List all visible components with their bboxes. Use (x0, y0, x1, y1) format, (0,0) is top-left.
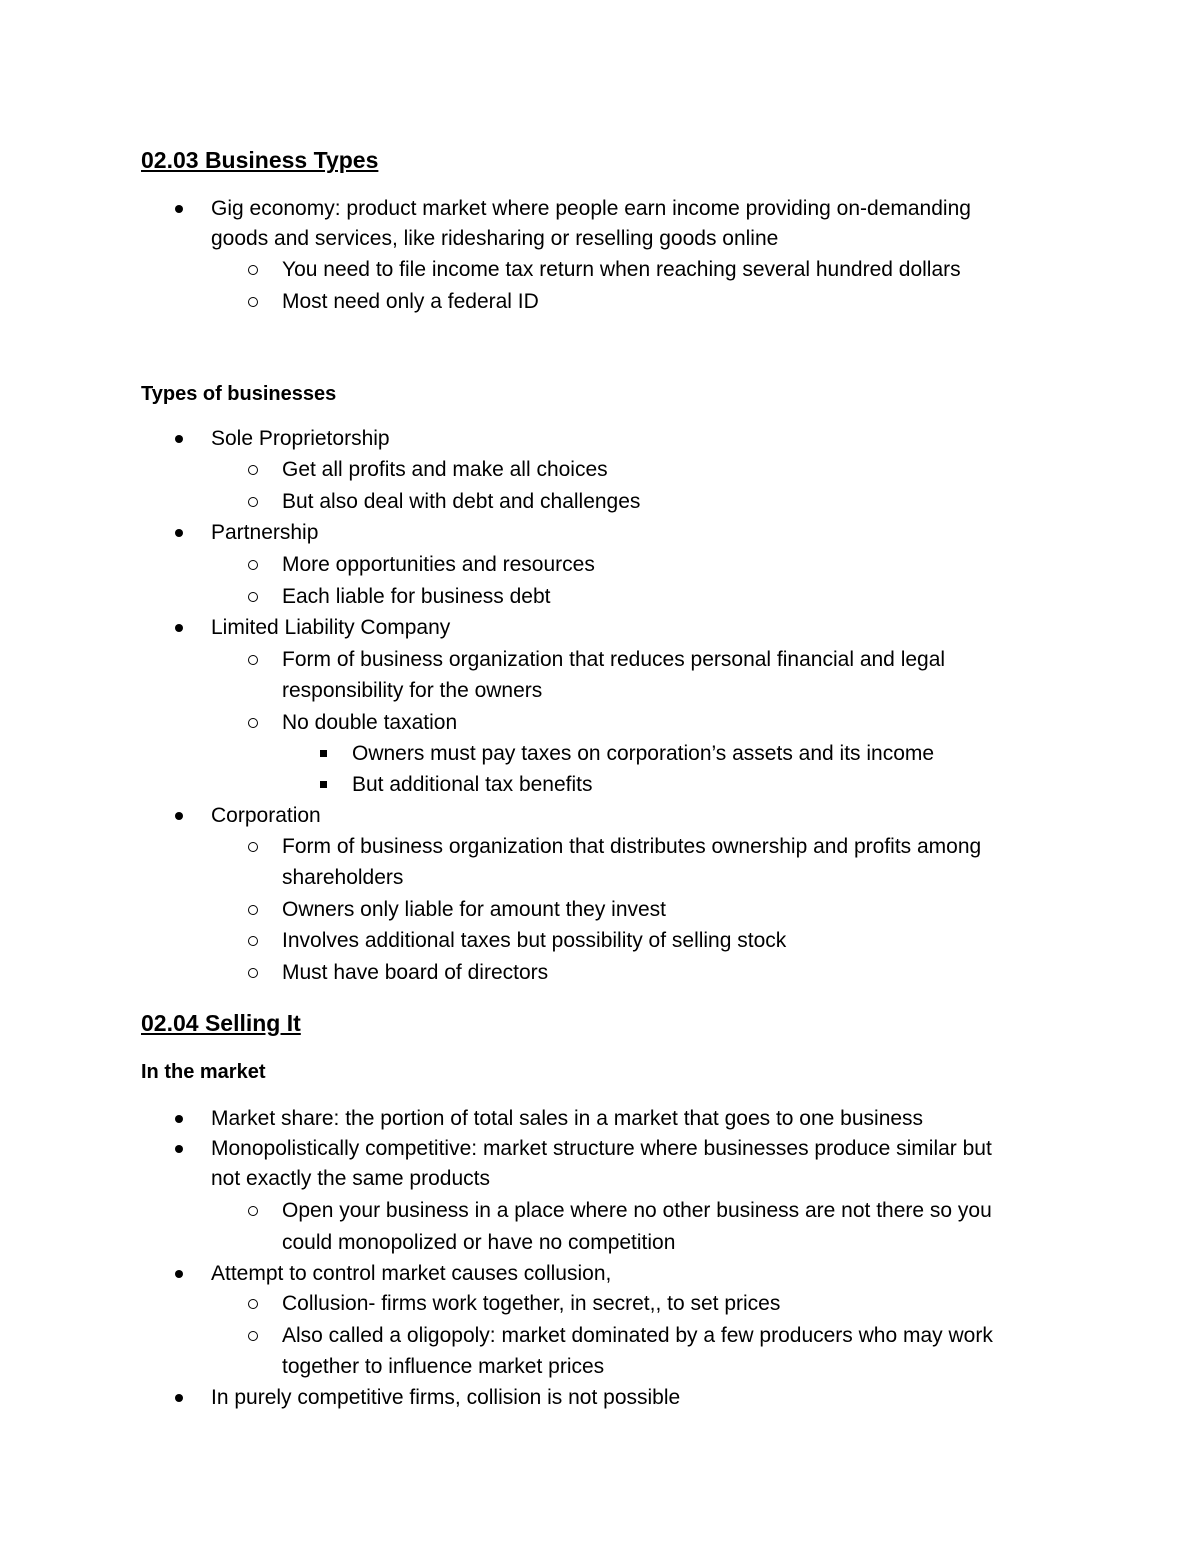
sub-bullet-icon (248, 842, 258, 852)
sub-bullet-icon (248, 655, 258, 665)
corp-sub-board: Must have board of directors (282, 961, 549, 984)
attempt-control: Attempt to control market causes collusion, (211, 1262, 612, 1285)
monopolistic-sub-line1: Open your business in a place where no other business are not there so you (282, 1199, 992, 1222)
llc-subsub-tax-benefits: But additional tax benefits (352, 773, 593, 796)
sub-bullet-icon (248, 936, 258, 946)
market-share: Market share: the portion of total sales in a market that goes to one business (211, 1107, 924, 1130)
gig-economy-line1: Gig economy: product market where people earn income providing on-demanding (211, 197, 971, 220)
sole-sub-debt: But also deal with debt and challenges (282, 490, 641, 513)
partnership-sub-liable: Each liable for business debt (282, 585, 551, 608)
sub-bullet-icon (248, 1299, 258, 1309)
bullet-icon (175, 624, 183, 632)
heading-types-of-businesses: Types of businesses (141, 383, 337, 405)
sole-proprietorship: Sole Proprietorship (211, 427, 390, 450)
bullet-icon (175, 435, 183, 443)
corp-sub-liable: Owners only liable for amount they invest (282, 898, 667, 921)
sub-bullet-icon (248, 497, 258, 507)
heading-in-the-market: In the market (141, 1061, 266, 1083)
sole-sub-profits: Get all profits and make all choices (282, 458, 608, 481)
corp-sub-form-line2: shareholders (282, 866, 404, 889)
partnership-sub-opportunities: More opportunities and resources (282, 553, 595, 576)
monopolistic-line2: not exactly the same products (211, 1167, 490, 1190)
sub-bullet-icon (248, 465, 258, 475)
gig-sub-tax-return: You need to file income tax return when reaching several hundred dollars (282, 258, 961, 281)
section-title-business-types: 02.03 Business Types (141, 147, 379, 173)
corp-sub-form-line1: Form of business organization that distributes ownership and profits among (282, 835, 982, 858)
limited-liability-company: Limited Liability Company (211, 616, 451, 639)
llc-sub-no-double-taxation: No double taxation (282, 711, 458, 734)
square-bullet-icon (320, 781, 327, 788)
bullet-icon (175, 1115, 183, 1123)
sub-bullet-icon (248, 592, 258, 602)
monopolistic-line1: Monopolistically competitive: market structure where businesses produce similar but (211, 1137, 992, 1160)
sub-bullet-icon (248, 718, 258, 728)
sub-bullet-icon (248, 560, 258, 570)
sub-bullet-icon (248, 1331, 258, 1341)
corp-sub-taxes-stock: Involves additional taxes but possibility of selling stock (282, 929, 787, 952)
llc-sub-form-line1: Form of business organization that reduces personal financial and legal (282, 648, 946, 671)
bullet-icon (175, 529, 183, 537)
square-bullet-icon (320, 750, 327, 757)
bullet-icon (175, 812, 183, 820)
collusion-definition: Collusion- firms work together, in secret,, to set prices (282, 1292, 781, 1315)
gig-sub-federal-id: Most need only a federal ID (282, 290, 539, 313)
bullet-icon (175, 1270, 183, 1278)
oligopoly-line1: Also called a oligopoly: market dominated by a few producers who may work (282, 1324, 993, 1347)
sub-bullet-icon (248, 1206, 258, 1216)
sub-bullet-icon (248, 297, 258, 307)
partnership: Partnership (211, 521, 319, 544)
bullet-icon (175, 1145, 183, 1153)
gig-economy-line2: goods and services, like ridesharing or reselling goods online (211, 227, 779, 250)
bullet-icon (175, 205, 183, 213)
corporation: Corporation (211, 804, 321, 827)
sub-bullet-icon (248, 968, 258, 978)
bullet-icon (175, 1394, 183, 1402)
sub-bullet-icon (248, 265, 258, 275)
oligopoly-line2: together to influence market prices (282, 1355, 605, 1378)
monopolistic-sub-line2: could monopolized or have no competition (282, 1231, 676, 1254)
section-title-selling-it: 02.04 Selling It (141, 1010, 301, 1036)
purely-competitive: In purely competitive firms, collision is not possible (211, 1386, 681, 1409)
llc-subsub-owners-pay: Owners must pay taxes on corporation’s assets and its income (352, 742, 935, 765)
sub-bullet-icon (248, 905, 258, 915)
llc-sub-form-line2: responsibility for the owners (282, 679, 543, 702)
